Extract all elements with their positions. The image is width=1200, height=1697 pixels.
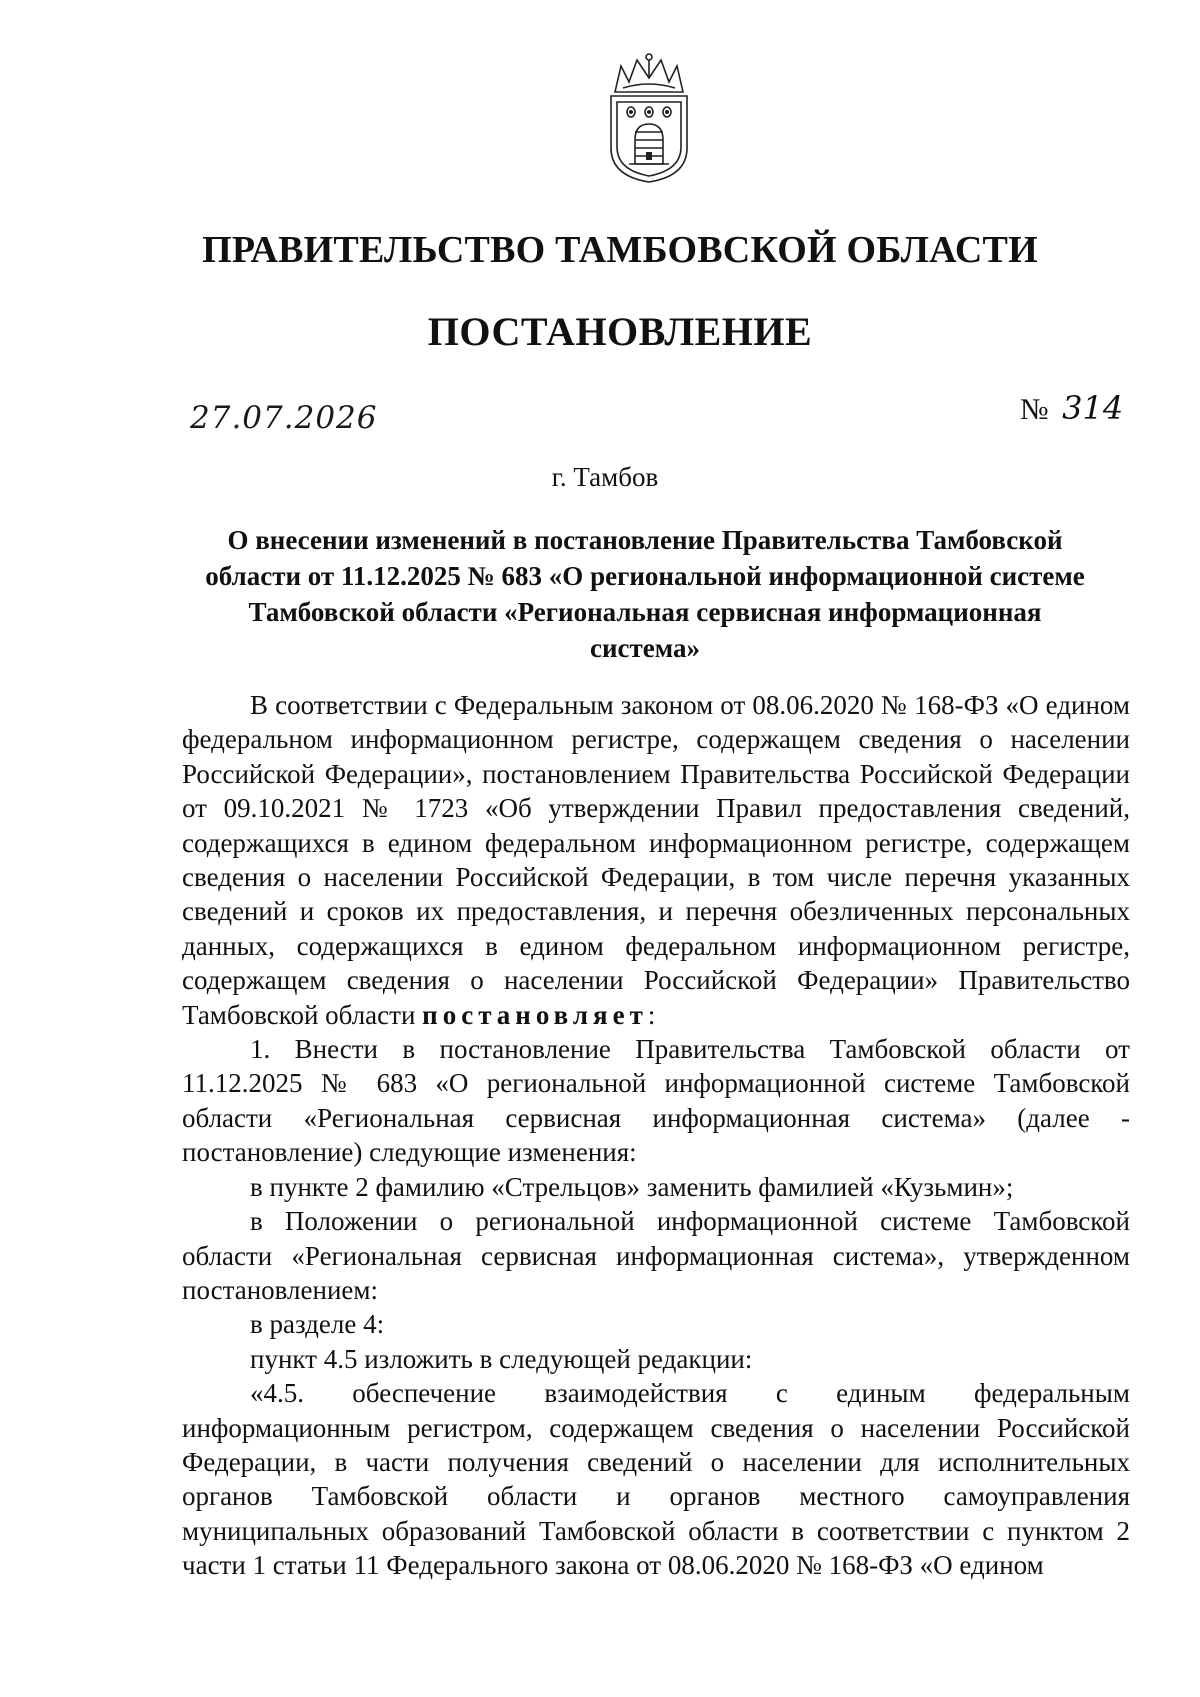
body-paragraph: в Положении о региональной информационной системе Тамбовской области «Региональная сервисная информационная система», утвержденном постановлением: [182,1206,1130,1305]
city-line: г. Тамбов [551,462,659,492]
body-paragraph: «4.5. обеспечение взаимодействия с единым федеральным информационным регистром, содержащем сведения о населении Российской Федерации, в части получения сведений о населении для исполнительных органов Тамбовской области и органов местного самоуправления муниципальных образований Тамбовской области в соответствии с пунктом 2 части 1 статьи 11 Федерального закона от 08.06.2020 № 168-ФЗ «О едином [182,1378,1130,1581]
body-paragraph: пункт 4.5 изложить в следующей редакции: [250,1343,753,1374]
number-sign: № [1020,393,1049,426]
document-body [182,688,1130,1583]
body-paragraph: 1. Внести в постановление Правительства Тамбовской области от 11.12.2025 № 683 «О региональной информационной системе Тамбовской области «Региональная сервисная информационная система» (далее - постановление) следующие изменения: [182,1034,1130,1168]
preamble-paragraph [182,688,1130,1032]
organization-title: ПРАВИТЕЛЬСТВО ТАМБОВСКОЙ ОБЛАСТИ [202,229,1038,271]
coat-of-arms-icon [601,52,697,186]
preamble-text: В соответствии с Федеральным законом от 08.06.2020 № 168-ФЗ «О едином федеральном информационном регистре, содержащем сведения о населении Российской Федерации», постановлением Правительства Российской Федерации от 09.10.2021 № 1723 «Об утверждении Правил предоставления сведений, содержащихся в едином федеральном информационном регистре, содержащем сведения о населении Российской Федерации, в том числе перечня указанных сведений и сроков их предоставления, и перечня обезличенных персональных данных, содержащихся в едином федеральном информационном регистре, содержащем сведения о населении Российской Федерации» Правительство Тамбовской области [182,690,1130,1030]
number-value: 314 [1062,389,1124,427]
document-date: 27.07.2026 [190,400,378,436]
document-subject: О внесении изменений в постановление Правительства Тамбовской области от 11.12.2025 № 683 «О региональной информационной системе Тамбовской области «Региональная сервисная информационная система» [205,525,1085,663]
decree-word: постановляет [422,999,648,1030]
body-paragraph: в разделе 4: [250,1309,385,1340]
body-paragraph: в пункте 2 фамилию «Стрельцов» заменить фамилией «Кузьмин»; [250,1171,1014,1202]
decree-punct: : [647,999,656,1030]
document-type-title: ПОСТАНОВЛЕНИЕ [427,309,813,354]
document-number [1020,389,1123,427]
